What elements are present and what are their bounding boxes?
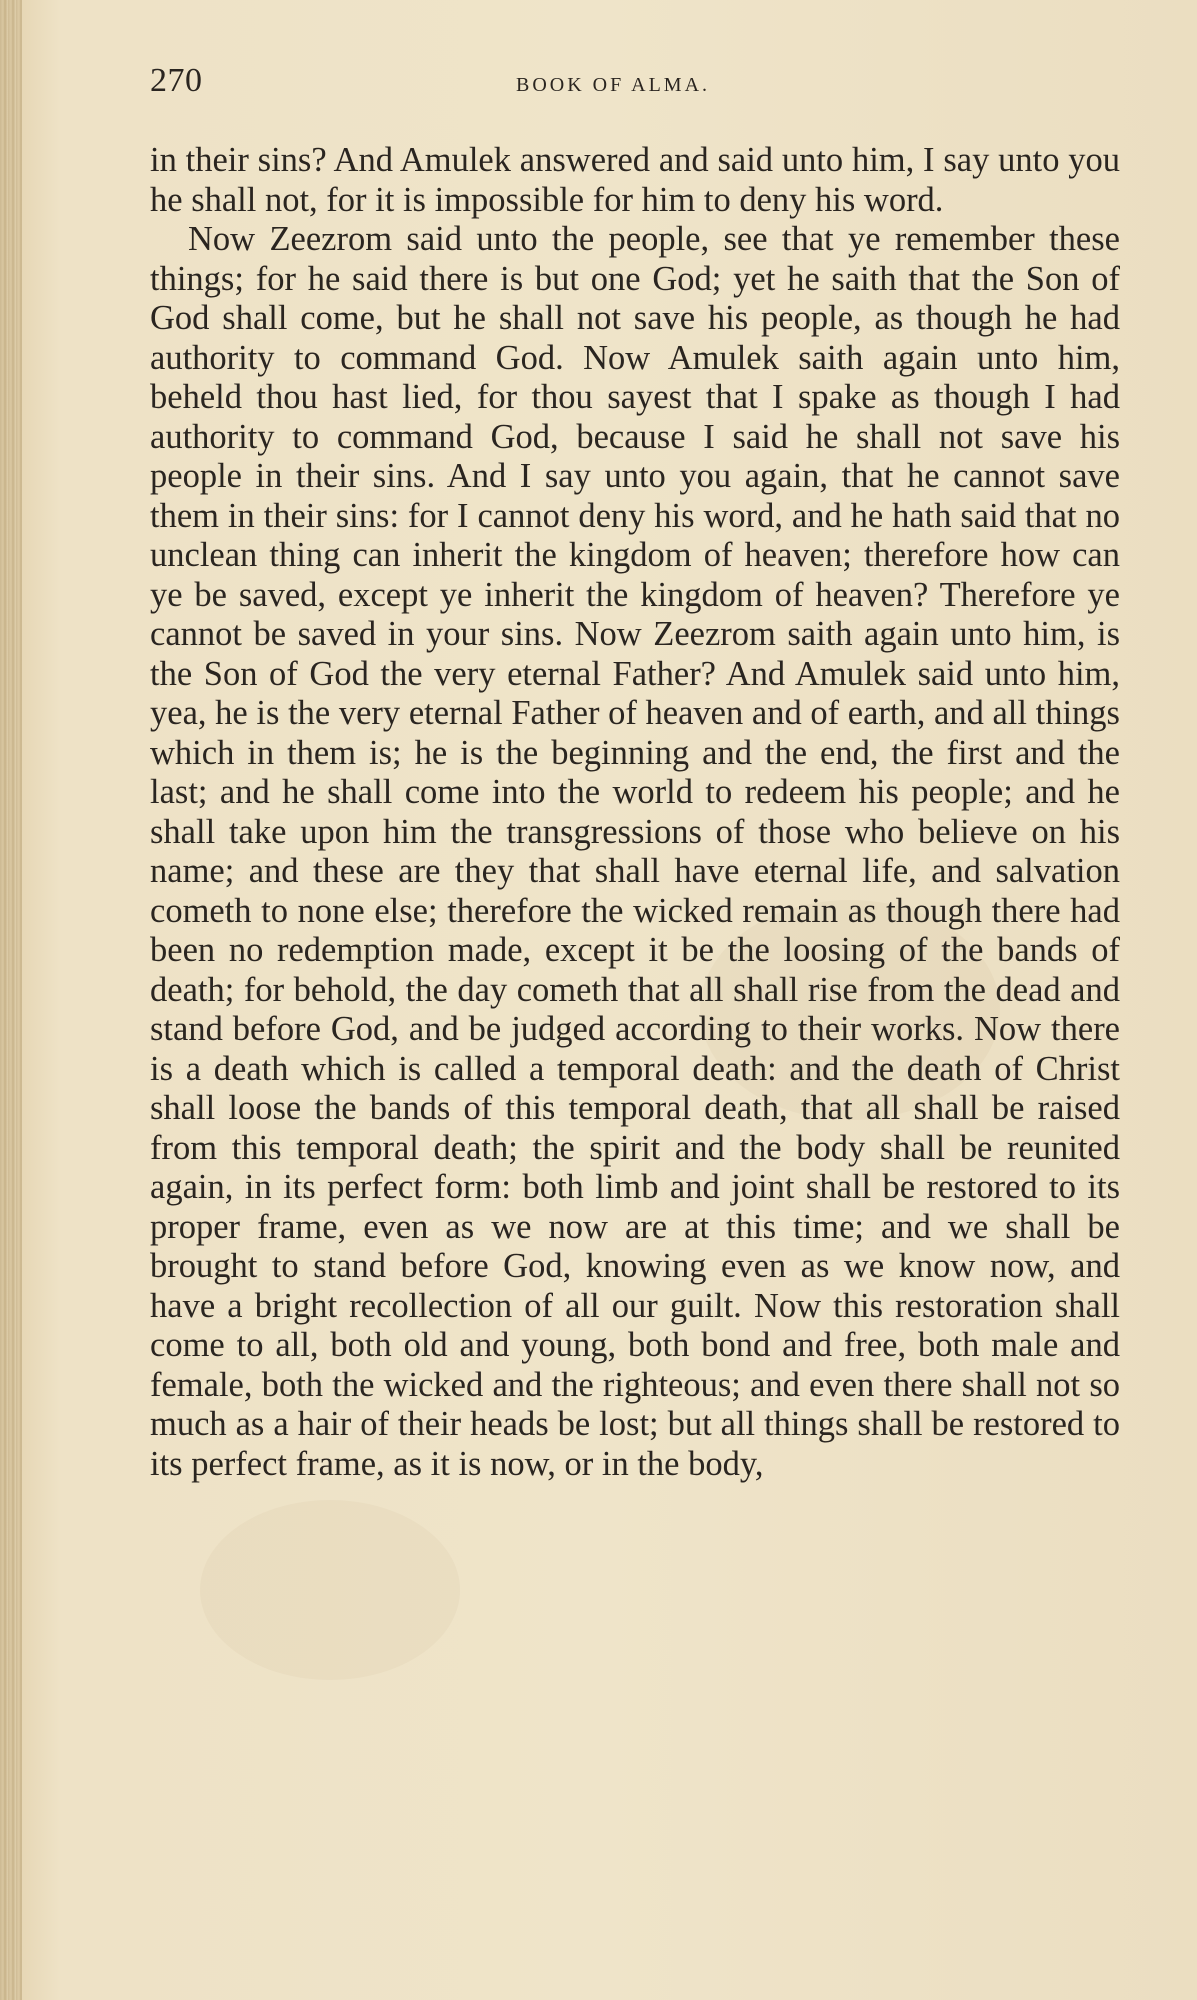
paragraph: Now Zeezrom said unto the people, see that ye remember these things; for he said there is but one God; yet he saith that the Son of God shall come, but he shall not save his people, as though he had authority to command God. Now Amulek saith again unto him, beheld thou hast lied, for thou sayest that I spake as though I had authority to command God, because I said he shall not save his people in their sins. And I say unto you again, that he cannot save them in their sins: for I cannot deny his word, and he hath said that no unclean thing can inherit the kingdom of heaven; therefore how can ye be saved, except ye inherit the kingdom of heaven? Therefore ye cannot be saved in your sins. Now Zeezrom saith again unto him, is the Son of God the very eternal Father? And Amulek said unto him, yea, he is the very eternal Father of heaven and of earth, and all things which in them is; he is the beginning and the end, the first and the last; and he shall come into the world to redeem his people; and he shall take upon him the transgressions of those who believe on his name; and these are they that shall have eternal life, and salvation cometh to none else; therefore the wicked remain as though there had been no redemption made, except it be the loosing of the bands of death; for behold, the day cometh that all shall rise from the dead and stand before God, and be judged according to their works. Now there is a death which is called a temporal death: and the death of Christ shall loose the bands of this temporal death, that all shall be raised from this temporal death; the spirit and the body shall be reunited again, in its perfect form: both limb and joint shall be restored to its proper frame, even as we now are at this time; and we shall be brought to stand before God, knowing even as we know now, and have a bright recollection of all our guilt. Now this restoration shall come to all, both old and young, both bond and free, both male and female, both the wicked and the righteous; and even there shall not so much as a hair of their heads be lost; but all things shall be restored to its perfect frame, as it is now, or in the body, <box>150 220 1120 1483</box>
page-number: 270 <box>150 62 203 99</box>
paragraph-continuation: in their sins? And Amulek answered and said unto him, I say unto you he shall not, for it is impossible for him to deny his word. <box>150 141 1120 219</box>
running-title: BOOK OF ALMA. <box>516 74 711 96</box>
page-header <box>150 62 1120 106</box>
paper-stain <box>200 1500 460 1680</box>
page-binding-edge <box>0 0 22 2000</box>
body-text <box>150 141 1120 1484</box>
